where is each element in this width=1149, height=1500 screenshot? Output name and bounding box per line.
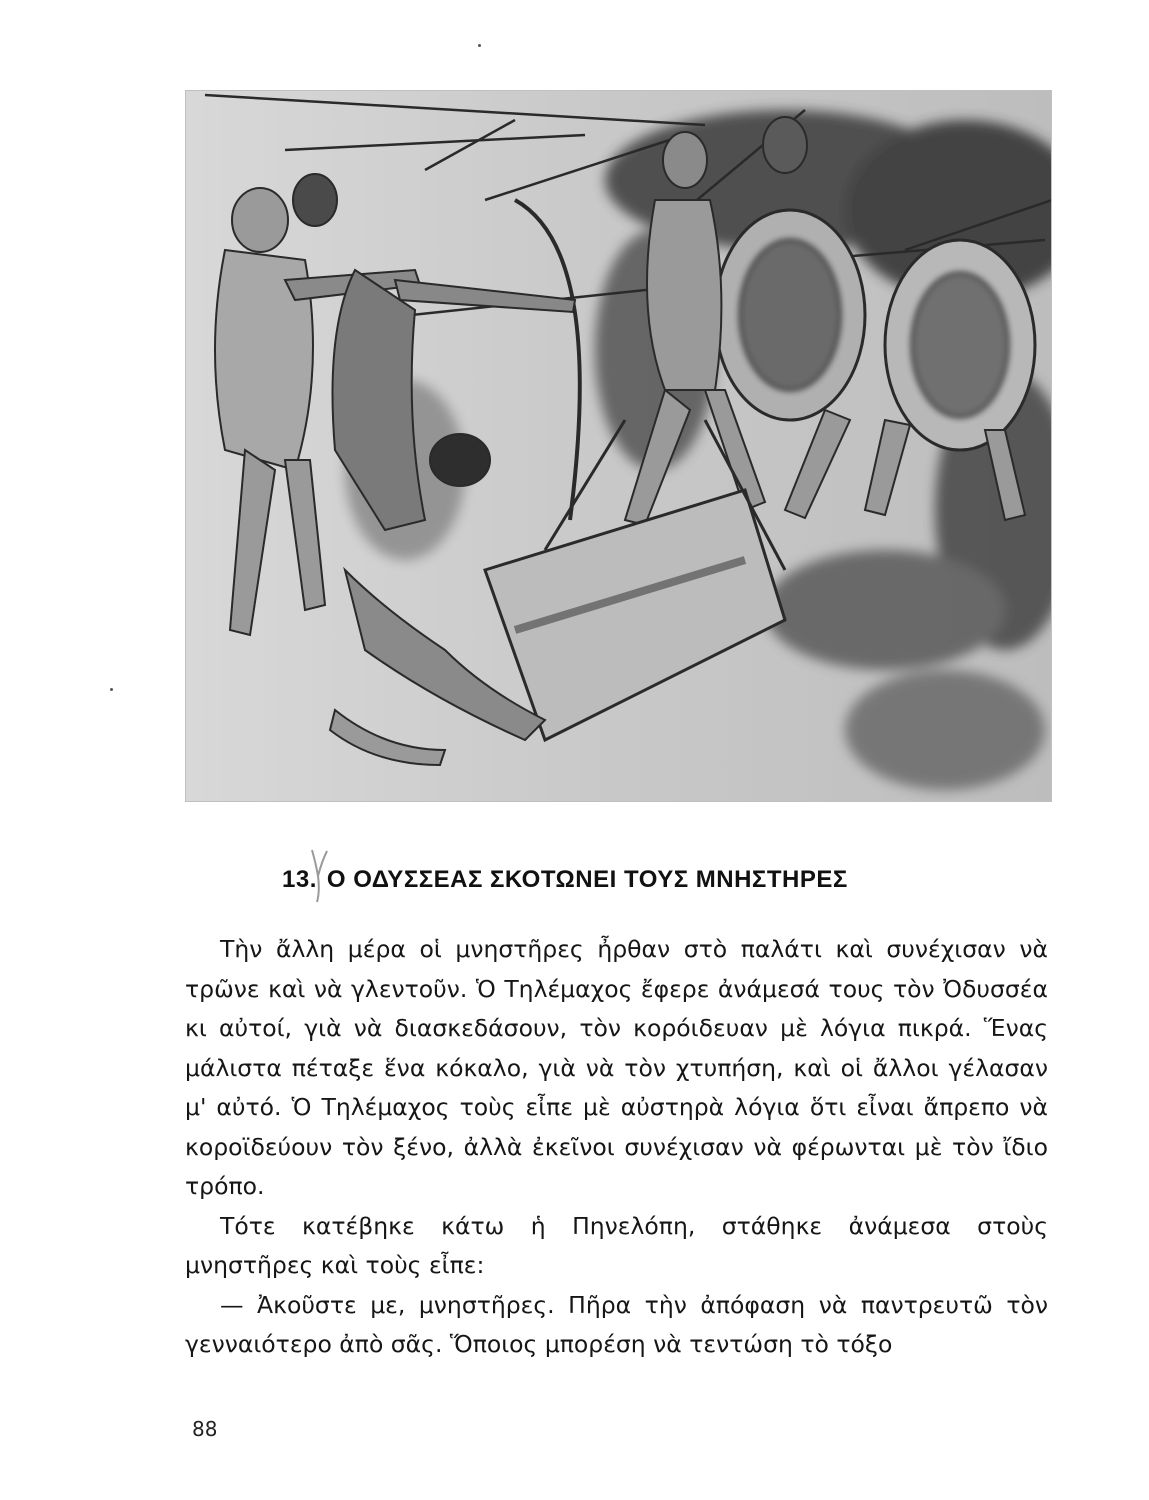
scan-speck [110,688,113,691]
chapter-number: 13. [282,866,317,893]
illustration-drawing [185,90,1052,802]
body-text [185,930,1048,1365]
paragraph: Τὴν ἄλλη μέρα οἱ μνηστῆρες ἦρθαν στὸ παλάτι καὶ συνέχισαν νὰ τρῶνε καὶ νὰ γλεντοῦν. Ὁ Τηλέμαχος ἔφερε ἀνάμεσά τους τὸν Ὀδυσσέα κι αὐτοί, γιὰ νὰ διασκεδάσουν, τὸν κορόιδευαν μὲ λόγια πικρά. Ἕνας μάλιστα πέταξε ἕνα κόκαλο, γιὰ νὰ τὸν χτυπήση, καὶ οἱ ἄλλοι γέλασαν μ' αὐτό. Ὁ Τηλέμαχος τοὺς εἶπε μὲ αὐστηρὰ λόγια ὅτι εἶναι ἄπρεπο νὰ κοροϊδεύουν τὸν ξένο, ἀλλὰ ἐκεῖνοι συνέχισαν νὰ φέρωνται μὲ τὸν ἴδιο τρόπο. [185,935,1048,1200]
paragraph: Τότε κατέβηκε κάτω ἡ Πηνελόπη, στάθηκε ἀνάμεσα στοὺς μνηστῆρες καὶ τοὺς εἶπε: [185,1211,1048,1279]
scan-speck [478,44,481,47]
page-number: 88 [192,1417,218,1441]
paragraph: — Ἀκοῦστε με, μνηστῆρες. Πῆρα τὴν ἀπόφαση νὰ παντρευτῶ τὸν γενναιότερο ἀπὸ σᾶς. Ὅποιος μπορέση νὰ τεντώση τὸ τόξο [185,1290,1048,1358]
chapter-heading [282,866,982,894]
chapter-title: Ο ΟΔΥΣΣΕΑΣ ΣΚΟΤΩΝΕΙ ΤΟΥΣ ΜΝΗΣΤΗΡΕΣ [326,866,848,893]
battle-scene-illustration [185,90,1052,802]
